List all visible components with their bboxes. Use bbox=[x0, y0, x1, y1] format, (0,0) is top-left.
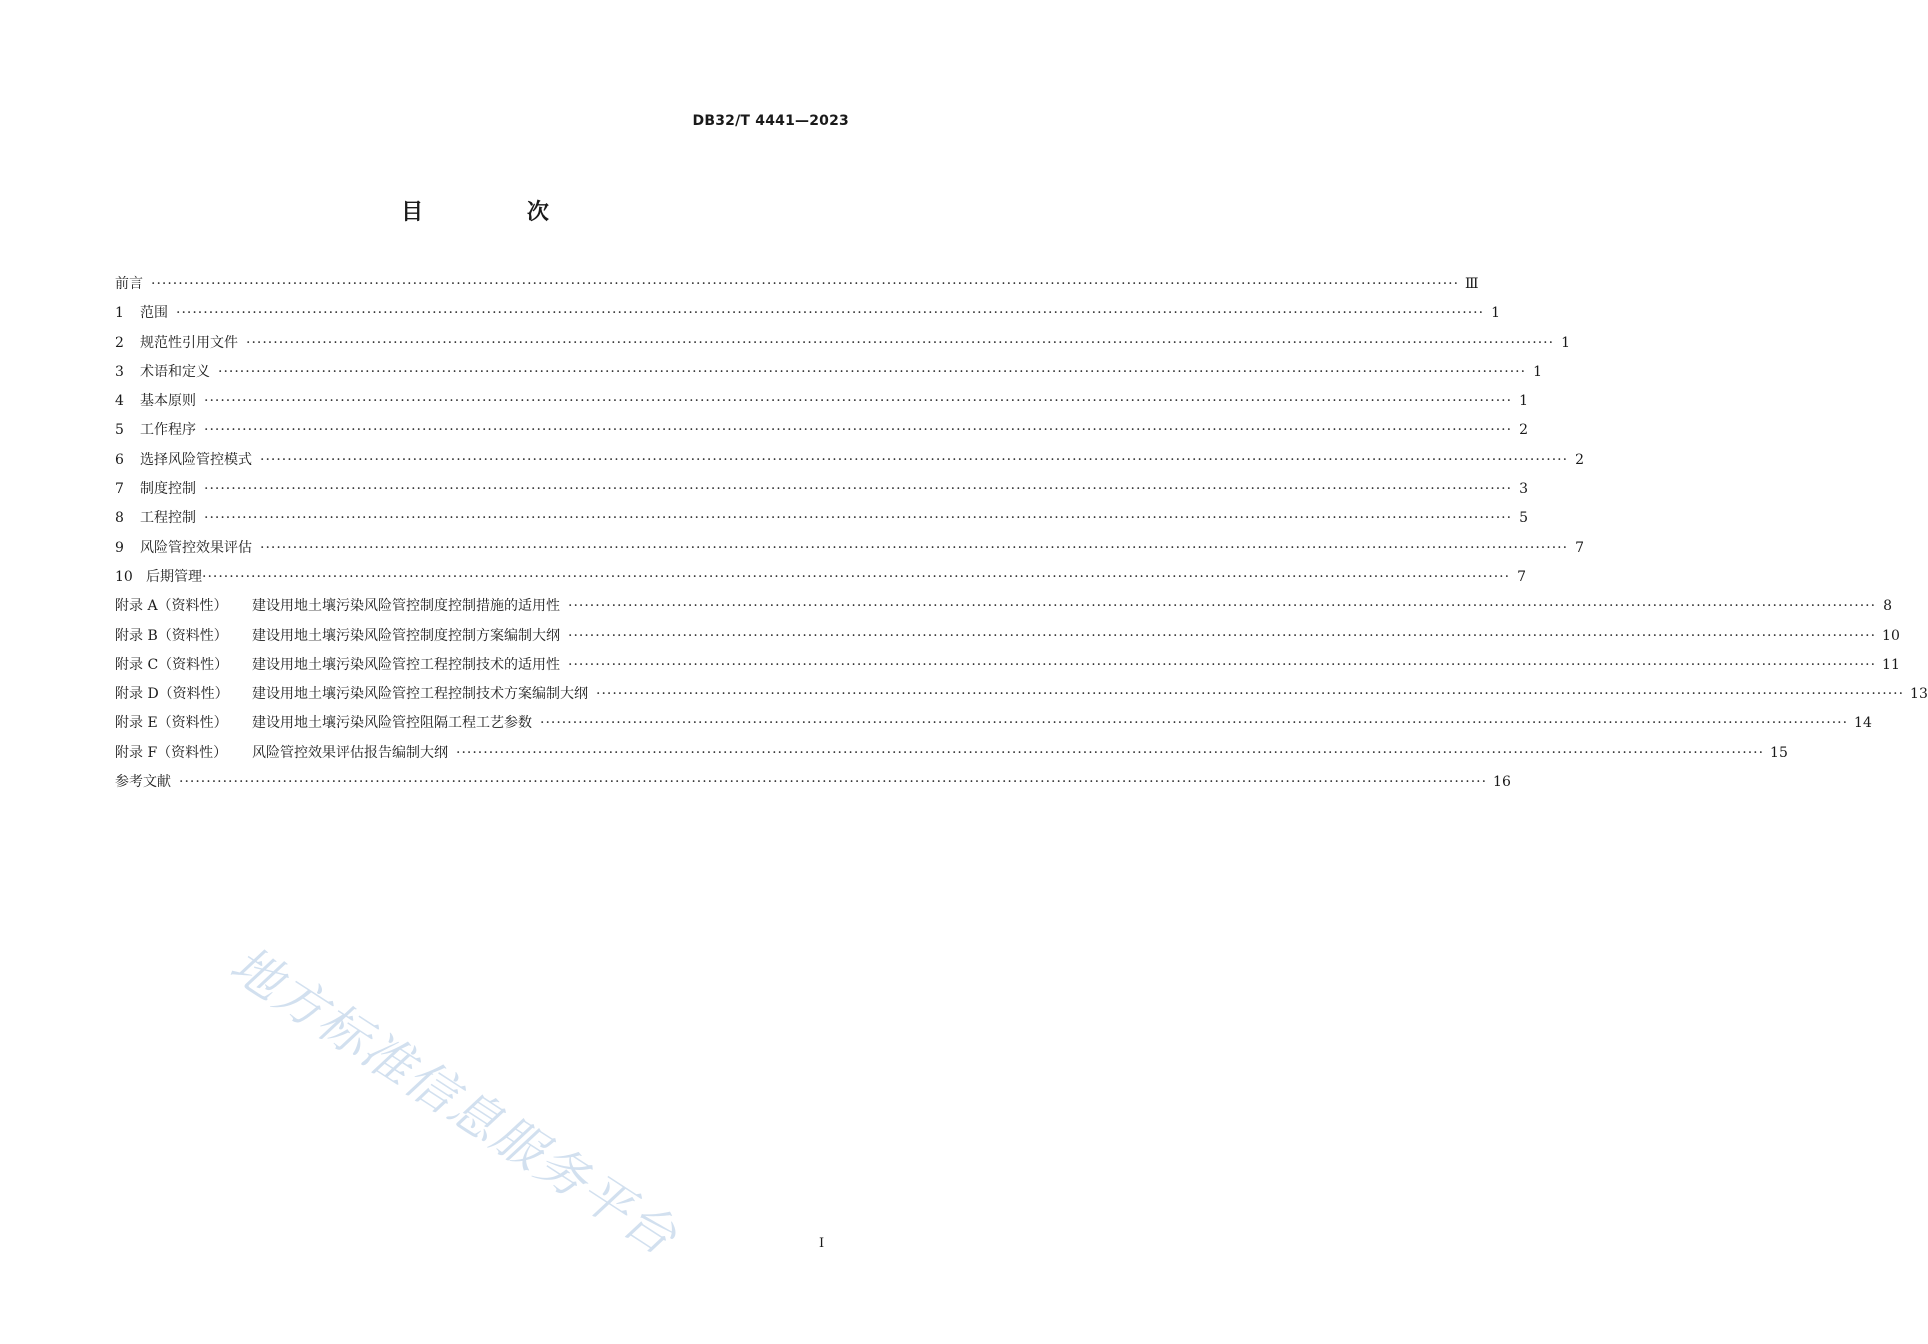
toc-dot-leader: ················································································································································································································································ bbox=[246, 334, 1555, 351]
toc-dot-leader: ················································································································································································································································ bbox=[596, 686, 1905, 703]
toc-entry-5[interactable] bbox=[115, 416, 1529, 445]
toc-entry-appendix-c[interactable] bbox=[115, 651, 1900, 680]
toc-appendix-label: 附录 F（资料性） bbox=[115, 744, 228, 761]
toc-appendix-label: 附录 C（资料性） bbox=[115, 656, 229, 673]
toc-entry-number: 9 bbox=[115, 539, 124, 556]
toc-entry-number: 10 bbox=[115, 568, 133, 585]
toc-entry-label: 后期管理 bbox=[146, 568, 202, 585]
toc-entry-label: 风险管控效果评估报告编制大纲 bbox=[252, 744, 448, 761]
toc-entry-number: 2 bbox=[115, 334, 124, 351]
toc-entry-appendix-a[interactable] bbox=[115, 592, 1893, 621]
toc-entry-references[interactable] bbox=[115, 768, 1511, 797]
toc-entry-number: 3 bbox=[115, 363, 124, 380]
toc-entry-label: 范围 bbox=[140, 305, 168, 322]
toc-entry-label: 建设用地土壤污染风险管控制度控制措施的适用性 bbox=[252, 598, 560, 615]
toc-entry-appendix-b[interactable] bbox=[115, 622, 1900, 651]
toc-entry-2[interactable] bbox=[115, 329, 1571, 358]
toc-entry-label: 基本原则 bbox=[140, 393, 196, 410]
toc-entry-4[interactable] bbox=[115, 387, 1529, 416]
toc-entry-label: 建设用地土壤污染风险管控工程控制技术的适用性 bbox=[252, 656, 560, 673]
toc-dot-leader: ················································································································································································································································ bbox=[202, 568, 1511, 585]
toc-page-number: 7 bbox=[1575, 539, 1585, 556]
toc-dot-leader: ················································································································································································································································ bbox=[260, 539, 1569, 556]
toc-entry-appendix-f[interactable] bbox=[115, 739, 1788, 768]
toc-page-number: 15 bbox=[1770, 744, 1788, 761]
toc-page-number: 8 bbox=[1883, 598, 1893, 615]
toc-entry-1[interactable] bbox=[115, 299, 1501, 328]
toc-dot-leader: ················································································································································································································································ bbox=[568, 627, 1877, 644]
toc-entry-label: 工程控制 bbox=[140, 510, 196, 527]
toc-entry-6[interactable] bbox=[115, 446, 1585, 475]
toc-dot-leader: ················································································································································································································································ bbox=[204, 422, 1513, 439]
toc-entry-label: 制度控制 bbox=[140, 481, 196, 498]
toc-page-number: 2 bbox=[1519, 422, 1529, 439]
watermark: 地方标准信息服务平台 bbox=[220, 935, 688, 1267]
toc-dot-leader: ················································································································································································································································ bbox=[218, 363, 1527, 380]
toc-appendix-label: 附录 D（资料性） bbox=[115, 686, 229, 703]
page-title: 目 次 bbox=[401, 200, 597, 225]
toc-dot-leader: ················································································································································································································································ bbox=[179, 774, 1488, 791]
toc-entry-label: 前言 bbox=[115, 276, 143, 292]
page-number: I bbox=[819, 1236, 825, 1251]
toc-entry-label: 建设用地土壤污染风险管控工程控制技术方案编制大纲 bbox=[252, 686, 588, 703]
toc-dot-leader: ················································································································································································································································ bbox=[204, 393, 1513, 410]
toc-dot-leader: ················································································································································································································································ bbox=[260, 451, 1569, 468]
toc-appendix-label: 附录 E（资料性） bbox=[115, 715, 228, 732]
toc-entry-label: 风险管控效果评估 bbox=[140, 539, 252, 556]
toc-page-number: 1 bbox=[1519, 393, 1529, 410]
toc-page-number: 1 bbox=[1561, 334, 1571, 351]
toc-entry-9[interactable] bbox=[115, 534, 1585, 563]
toc-dot-leader: ················································································································································································································································ bbox=[540, 715, 1849, 732]
toc-entry-label: 术语和定义 bbox=[140, 363, 210, 380]
toc-appendix-label: 附录 A（资料性） bbox=[115, 598, 228, 615]
toc-page-number: Ⅲ bbox=[1465, 276, 1479, 292]
toc-entry-number: 1 bbox=[115, 305, 124, 322]
toc-page-number: 3 bbox=[1519, 481, 1529, 498]
toc-page-number: 10 bbox=[1882, 627, 1900, 644]
toc-entry-3[interactable] bbox=[115, 358, 1543, 387]
toc-entry-label: 规范性引用文件 bbox=[140, 334, 238, 351]
toc-page-number: 16 bbox=[1493, 774, 1511, 791]
toc-entry-appendix-e[interactable] bbox=[115, 709, 1872, 738]
toc-dot-leader: ················································································································································································································································ bbox=[151, 276, 1460, 292]
toc-page-number: 7 bbox=[1517, 568, 1527, 585]
toc-entry-10[interactable] bbox=[115, 563, 1527, 592]
document-number: DB32/T 4441—2023 bbox=[692, 113, 849, 129]
toc-page-number: 2 bbox=[1575, 451, 1585, 468]
toc-dot-leader: ················································································································································································································································ bbox=[204, 510, 1513, 527]
toc-page-number: 11 bbox=[1882, 656, 1900, 673]
toc-entry-label: 建设用地土壤污染风险管控制度控制方案编制大纲 bbox=[252, 627, 560, 644]
toc-entry-label: 建设用地土壤污染风险管控阻隔工程工艺参数 bbox=[252, 715, 532, 732]
toc-page-number: 13 bbox=[1910, 686, 1928, 703]
toc-entry-number: 7 bbox=[115, 481, 124, 498]
toc-entry-number: 5 bbox=[115, 422, 124, 439]
table-of-contents bbox=[115, 270, 1928, 797]
toc-dot-leader: ················································································································································································································································ bbox=[568, 656, 1877, 673]
toc-page-number: 14 bbox=[1854, 715, 1872, 732]
toc-dot-leader: ················································································································································································································································ bbox=[456, 744, 1765, 761]
toc-entry-8[interactable] bbox=[115, 504, 1529, 533]
toc-entry-label: 选择风险管控模式 bbox=[140, 451, 252, 468]
toc-page-number: 1 bbox=[1533, 363, 1543, 380]
toc-entry-number: 8 bbox=[115, 510, 124, 527]
toc-entry-7[interactable] bbox=[115, 475, 1529, 504]
toc-appendix-label: 附录 B（资料性） bbox=[115, 627, 228, 644]
toc-entry-label: 参考文献 bbox=[115, 774, 171, 791]
toc-entry-label: 工作程序 bbox=[140, 422, 196, 439]
toc-entry-number: 6 bbox=[115, 451, 124, 468]
toc-dot-leader: ················································································································································································································································ bbox=[204, 481, 1513, 498]
toc-dot-leader: ················································································································································································································································ bbox=[568, 598, 1877, 615]
toc-entry-number: 4 bbox=[115, 393, 124, 410]
toc-page-number: 5 bbox=[1519, 510, 1529, 527]
toc-dot-leader: ················································································································································································································································ bbox=[176, 305, 1485, 322]
toc-page-number: 1 bbox=[1491, 305, 1501, 322]
toc-entry-appendix-d[interactable] bbox=[115, 680, 1928, 709]
toc-entry-foreword[interactable] bbox=[115, 270, 1479, 299]
